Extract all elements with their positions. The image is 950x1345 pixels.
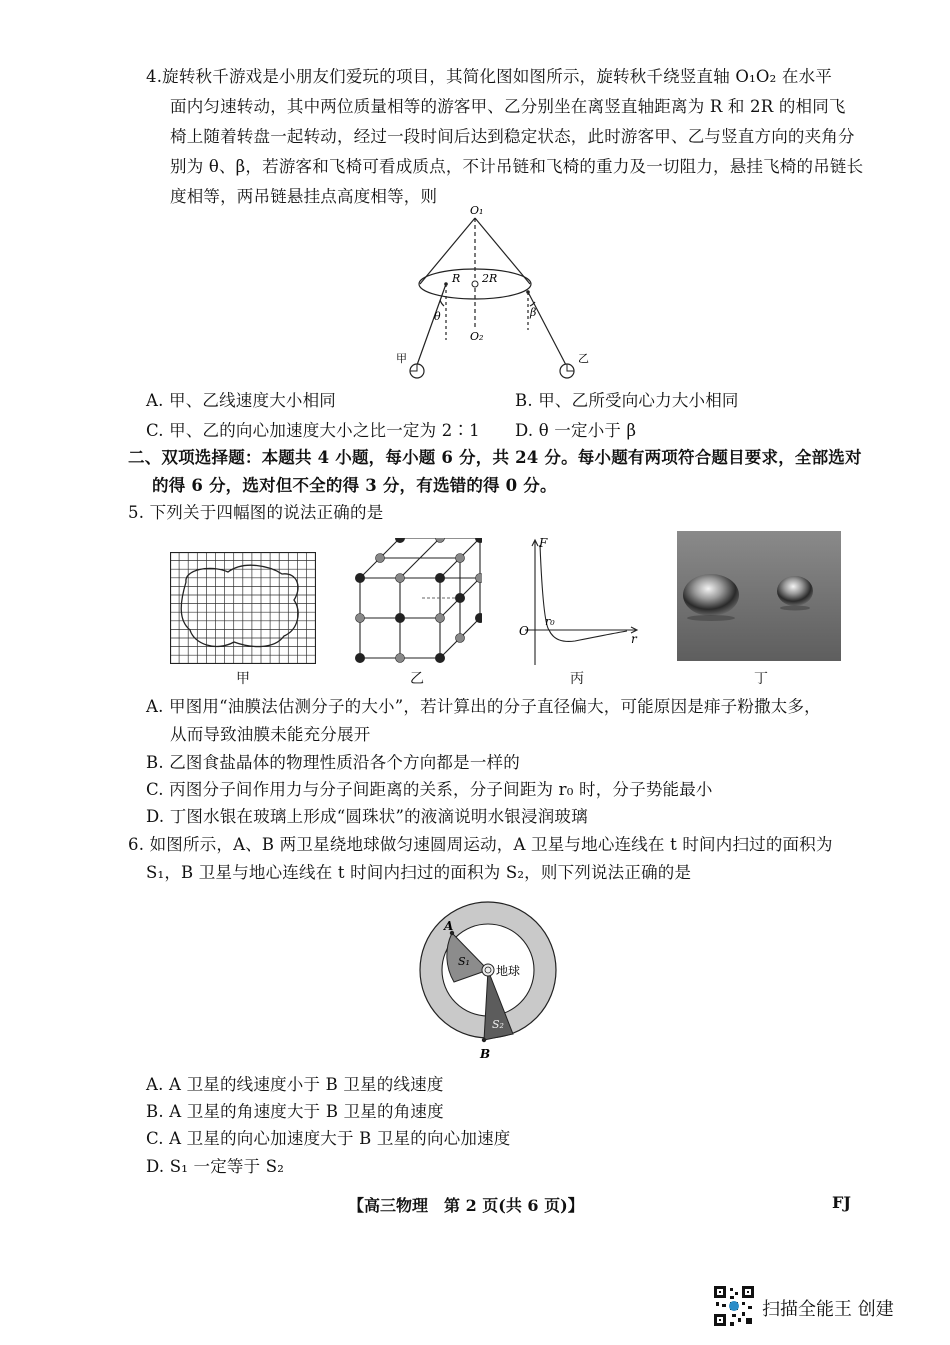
q5-option-c: C. 丙图分子间作用力与分子间距离的关系，分子间距为 r₀ 时，分子势能最小 — [146, 780, 713, 799]
q5-option-a-line-2: 从而导致油膜未能充分展开 — [170, 725, 371, 744]
q4-line-2: 面内匀速转动，其中两位质量相等的游客甲、乙分别坐在离竖直轴距离为 R 和 2R 的相同飞 — [170, 97, 846, 116]
force-distance-graph — [515, 535, 645, 667]
q4-option-c: C. 甲、乙的向心加速度大小之比一定为 2∶1 — [146, 421, 480, 440]
graph-r0-label: r₀ — [545, 615, 555, 628]
section2-line-2: 的得 6 分，选对但不全的得 3 分，有选错的得 0 分。 — [152, 476, 557, 495]
yi-label: 乙 — [578, 352, 589, 365]
q6-option-c: C. A 卫星的向心加速度大于 B 卫星的向心加速度 — [146, 1129, 511, 1148]
section2-line-1: 二、双项选择题：本题共 4 小题，每小题 6 分，共 24 分。每小题有两项符合题目要求，全部选对 — [128, 448, 862, 467]
s2-label: S₂ — [492, 1018, 504, 1031]
s1-label: S₁ — [458, 955, 470, 968]
q4-line-3: 椅上随着转盘一起转动，经过一段时间后达到稳定状态，此时游客甲、乙与竖直方向的夹角分 — [170, 127, 855, 146]
q4-option-a: A. 甲、乙线速度大小相同 — [146, 391, 337, 410]
q4-option-b: B. 甲、乙所受向心力大小相同 — [515, 391, 739, 410]
footer-code: FJ — [832, 1193, 851, 1212]
graph-f-label: F — [539, 536, 548, 550]
q6-line-2: S₁，B 卫星与地心连线在 t 时间内扫过的面积为 S₂，则下列说法正确的是 — [146, 863, 692, 882]
mercury-droplets-photo — [677, 531, 841, 661]
q4-line-5: 度相等，两吊链悬挂点高度相等，则 — [170, 187, 438, 206]
q5-option-a-line-1: A. 甲图用“油膜法估测分子的大小”，若计算出的分子直径偏大，可能原因是痱子粉撒太多， — [146, 697, 821, 716]
sat-b-label: B — [480, 1047, 491, 1061]
jia-label: 甲 — [396, 352, 407, 365]
o2-label: O₂ — [470, 330, 484, 343]
satellite-orbits-figure — [410, 900, 560, 1070]
qr-code-icon — [712, 1284, 756, 1328]
graph-o-label: O — [519, 624, 529, 638]
q6-option-a: A. A 卫星的线速度小于 B 卫星的线速度 — [146, 1075, 444, 1094]
2r-label: 2R — [482, 272, 498, 285]
q6-option-b: B. A 卫星的角速度大于 B 卫星的角速度 — [146, 1102, 444, 1121]
q4-line-4: 别为 θ、β，若游客和飞椅可看成质点，不计吊链和飞椅的重力及一切阻力，悬挂飞椅的吊链长 — [170, 157, 864, 176]
earth-label: 地球 — [496, 964, 521, 978]
scanner-watermark: 扫描全能王 创建 — [762, 1299, 894, 1320]
caption-yi: 乙 — [410, 671, 424, 687]
caption-bing: 丙 — [570, 671, 584, 687]
theta-label: θ — [434, 310, 441, 323]
q5-stem: 5. 下列关于四幅图的说法正确的是 — [128, 503, 384, 522]
caption-jia: 甲 — [236, 671, 250, 687]
graph-r-label: r — [631, 632, 637, 646]
rotating-swing-figure — [390, 200, 600, 385]
sat-a-label: A — [444, 919, 454, 933]
q4-option-d: D. θ 一定小于 β — [515, 421, 637, 440]
q5-option-b: B. 乙图食盐晶体的物理性质沿各个方向都是一样的 — [146, 753, 520, 772]
q6-line-1: 6. 如图所示，A、B 两卫星绕地球做匀速圆周运动，A 卫星与地心连线在 t 时间内扫过的面积为 — [128, 835, 833, 854]
beta-label: β — [530, 306, 537, 319]
q4-line-1: 4.旋转秋千游戏是小朋友们爱玩的项目，其简化图如图所示，旋转秋千绕竖直轴 O₁O₂ 在水平 — [146, 67, 833, 86]
q6-option-d: D. S₁ 一定等于 S₂ — [146, 1157, 285, 1176]
q5-option-d: D. 丁图水银在玻璃上形成“圆珠状”的液滴说明水银浸润玻璃 — [146, 807, 588, 826]
caption-ding: 丁 — [754, 671, 768, 687]
oil-film-grid-figure — [170, 552, 316, 664]
page-footer: 【高三物理 第 2 页(共 6 页)】 — [348, 1196, 584, 1215]
r-label: R — [452, 272, 461, 285]
o1-label: O₁ — [470, 204, 484, 217]
salt-crystal-figure — [352, 538, 482, 666]
